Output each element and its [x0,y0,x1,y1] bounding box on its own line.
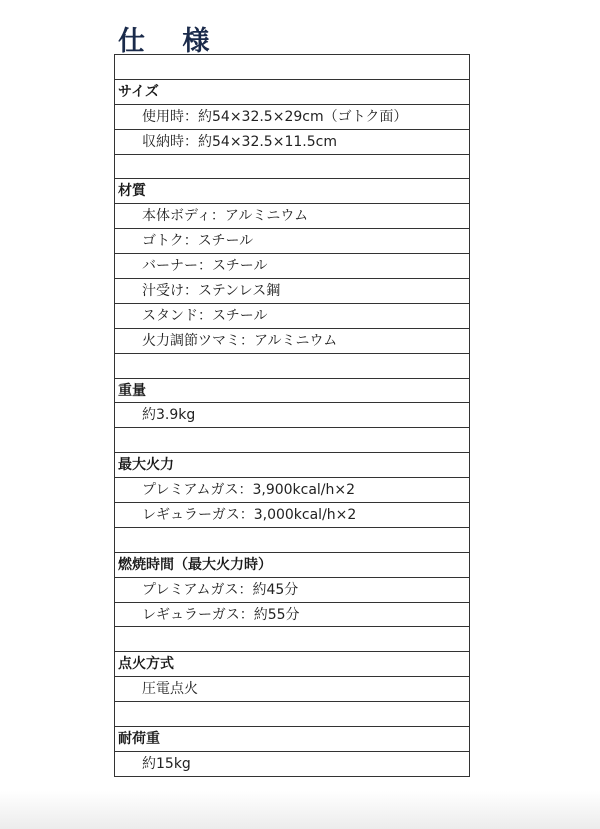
blank-cell [115,627,470,652]
spec-row-item [115,677,470,702]
spec-item: バーナー：スチール [115,254,470,279]
spec-row-item [115,204,470,229]
spec-row-head [115,552,470,577]
spec-item: 圧電点火 [115,677,470,702]
spec-item: プレミアムガス：3,900kcal/h×2 [115,478,470,503]
spec-row-item [115,577,470,602]
spec-row-blank [115,55,470,80]
spec-row-blank [115,702,470,727]
blank-cell [115,353,470,378]
spec-row-head [115,179,470,204]
spec-item: 本体ボディ：アルミニウム [115,204,470,229]
spec-row-blank [115,527,470,552]
blank-cell [115,55,470,80]
spec-row-item [115,503,470,528]
spec-row-item [115,403,470,428]
spec-table [114,54,470,777]
blank-cell [115,154,470,179]
section-heading: サイズ [115,79,470,104]
spec-item: 汁受け：ステンレス鋼 [115,279,470,304]
spec-row-head [115,378,470,403]
spec-item: ゴトク：スチール [115,229,470,254]
spec-row-blank [115,353,470,378]
spec-row-head [115,652,470,677]
spec-item: レギュラーガス：約55分 [115,602,470,627]
spec-item: 使用時：約54×32.5×29cm（ゴトク面） [115,104,470,129]
page-title: 仕 様 [118,26,224,57]
section-heading: 材質 [115,179,470,204]
blank-cell [115,702,470,727]
spec-row-item [115,751,470,776]
blank-cell [115,527,470,552]
spec-item: プレミアムガス：約45分 [115,577,470,602]
spec-row-item [115,478,470,503]
spec-row-item [115,229,470,254]
spec-row-head [115,79,470,104]
spec-item: レギュラーガス：3,000kcal/h×2 [115,503,470,528]
spec-row-item [115,279,470,304]
section-heading: 耐荷重 [115,727,470,752]
spec-table-body [115,55,470,777]
spec-row-item [115,328,470,353]
spec-row-item [115,254,470,279]
spec-row-head [115,453,470,478]
bottom-shadow [0,791,600,829]
spec-row-item [115,602,470,627]
spec-item: 約3.9kg [115,403,470,428]
spec-row-item [115,129,470,154]
spec-item: 約15kg [115,751,470,776]
spec-item: 火力調節ツマミ：アルミニウム [115,328,470,353]
section-heading: 点火方式 [115,652,470,677]
section-heading: 最大火力 [115,453,470,478]
spec-row-head [115,727,470,752]
blank-cell [115,428,470,453]
spec-item: 収納時：約54×32.5×11.5cm [115,129,470,154]
spec-item: スタンド：スチール [115,303,470,328]
section-heading: 燃焼時間（最大火力時） [115,552,470,577]
spec-row-blank [115,428,470,453]
spec-row-item [115,303,470,328]
section-heading: 重量 [115,378,470,403]
spec-row-blank [115,154,470,179]
spec-row-item [115,104,470,129]
spec-row-blank [115,627,470,652]
